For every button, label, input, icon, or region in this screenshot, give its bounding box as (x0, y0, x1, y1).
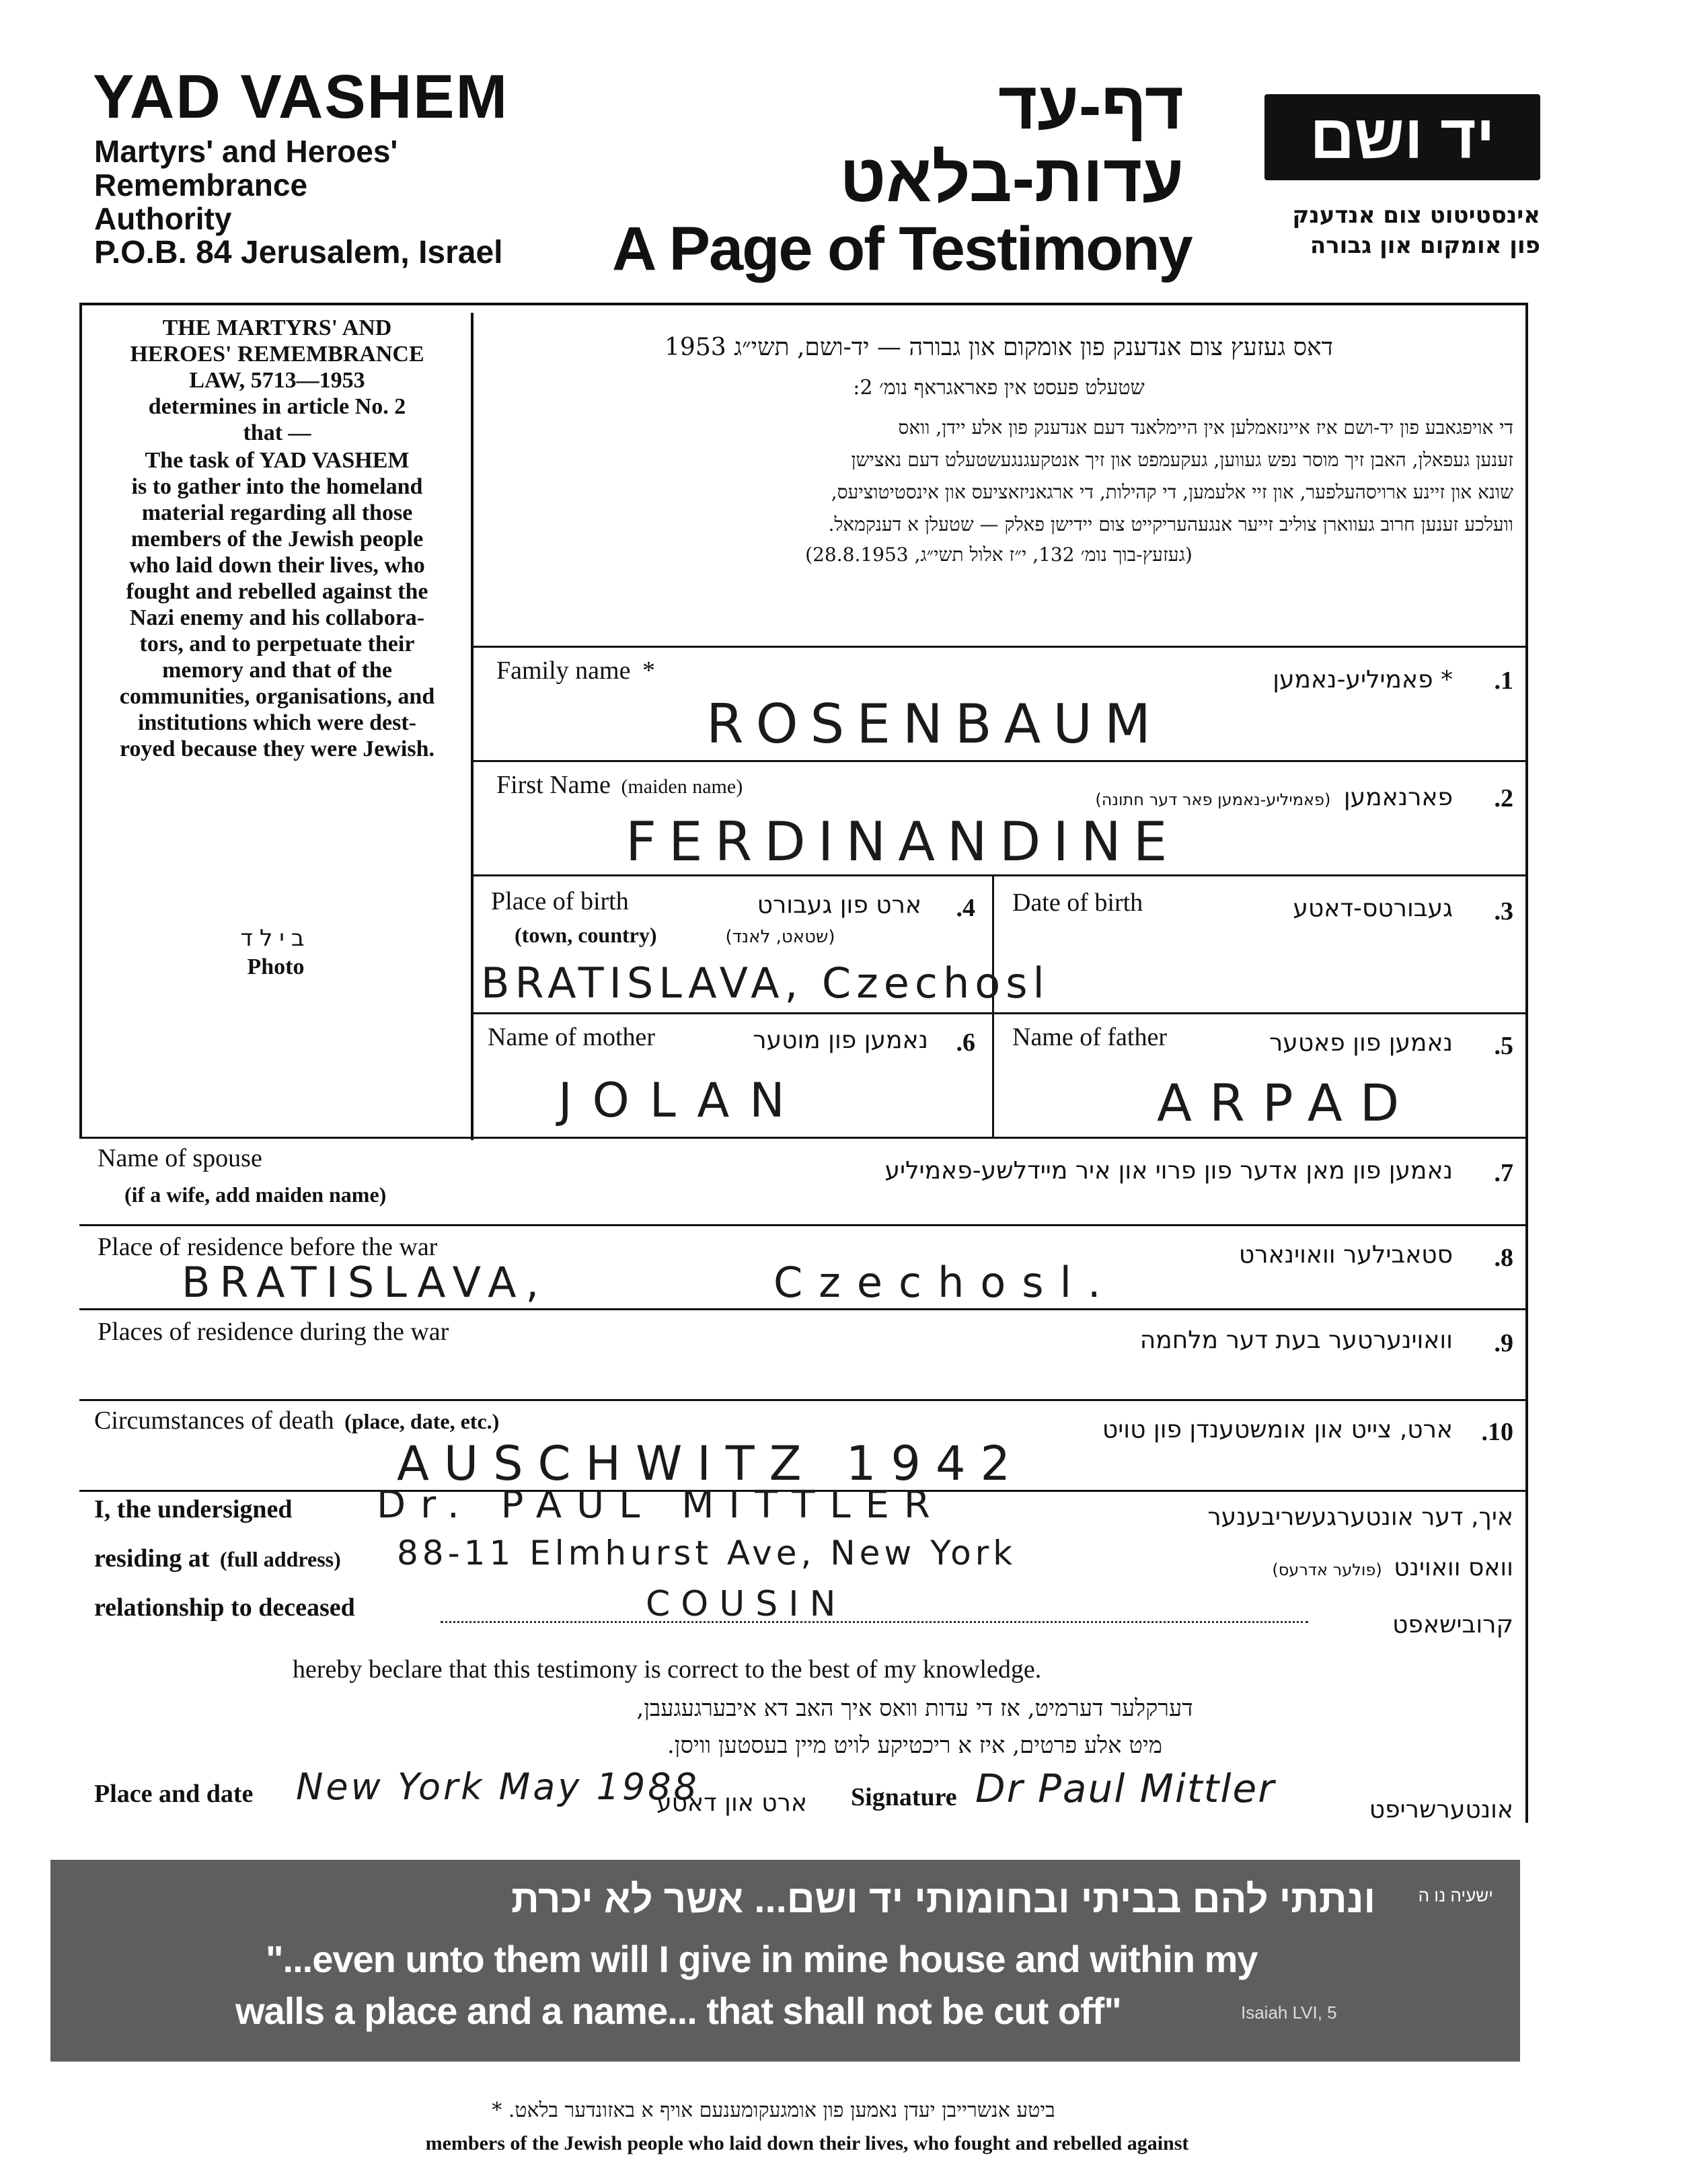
family-name-value: ROSENBAUM (706, 693, 1163, 755)
law-body-line: The task of YAD VASHEM (145, 448, 410, 473)
org-line-3: Authority (94, 201, 232, 236)
law-yiddish-cite: (געזעץ-בוך נומ׳ 132, י״ז אלול תשי״ג, 28.8.1953) (805, 543, 1193, 566)
law-body-line: material regarding all those (141, 500, 413, 525)
death-circumstances-label-text: Circumstances of death (94, 1406, 334, 1435)
residing-yiddish-text: וואס וואוינט (1394, 1554, 1513, 1581)
logo-caption-1: אינסטיטוט צום אנדענק (1292, 202, 1540, 229)
field-number-8: .8 (1494, 1244, 1513, 1272)
signature-label: Signature (851, 1783, 957, 1811)
law-box (86, 315, 468, 762)
residing-value: 88-11 Elmhurst Ave, New York (397, 1534, 1017, 1573)
law-body-line: is to gather into the homeland (131, 474, 423, 499)
field-number-9: .9 (1494, 1329, 1513, 1357)
law-body-line: who laid down their lives, who (129, 553, 425, 578)
law-body-line: institutions which were dest- (138, 710, 416, 735)
death-circumstances-value: AUSCHWITZ 1942 (397, 1436, 1026, 1491)
field-number-2: .2 (1494, 784, 1513, 813)
place-of-birth-label: Place of birth (491, 887, 629, 915)
logo-text: יד ושם (1310, 103, 1495, 172)
residence-during-yiddish: וואוינערטער בעת דער מלחמה (1139, 1326, 1453, 1354)
law-body-line: memory and that of the (162, 658, 392, 683)
death-circumstances-sub: (place, date, etc.) (344, 1409, 500, 1433)
yad-vashem-logo (1264, 94, 1540, 180)
photo-yiddish: בילד (240, 925, 311, 952)
banner-hebrew-cite: ישעיה נו ה (1418, 1885, 1493, 1906)
undersigned-yiddish: איך, דער אונטערגעשריבענער (1207, 1503, 1513, 1531)
residing-sub: (full address) (219, 1547, 341, 1571)
law-title-4: determines in article No. 2 (148, 394, 406, 419)
family-name-label (496, 656, 655, 685)
main-title: A Page of Testimony (612, 215, 1192, 283)
banner-line-1: "...even unto them will I give in mine house and within my (266, 1938, 1258, 1980)
first-name-yiddish (901, 784, 1453, 811)
family-name-mark: * (642, 656, 655, 685)
place-date-label: Place and date (94, 1780, 254, 1808)
law-yiddish-line: די אויפגאבע פון יד-ושם איז איינזאמלען אין היימלאנד דעם אנדענק פון אלע יידן, וואס (898, 416, 1513, 439)
relationship-value: COUSIN (646, 1584, 847, 1624)
law-body-line: fought and rebelled against the (126, 579, 428, 604)
place-of-birth-value: BRATISLAVA, Czechosl (481, 958, 1050, 1008)
place-of-birth-sub: (town, country) (515, 923, 657, 947)
undersigned-label: I, the undersigned (94, 1495, 293, 1523)
relationship-label: relationship to deceased (94, 1593, 355, 1622)
undersigned-value: Dr. PAUL MITTLER (377, 1483, 945, 1527)
law-title-2: HEROES' REMEMBRANCE (130, 342, 424, 367)
relationship-yiddish: קרובישאפט (1392, 1611, 1513, 1639)
mother-name-label: Name of mother (488, 1023, 656, 1051)
relationship-dotted-line (441, 1621, 1308, 1623)
death-circumstances-yiddish: ארט, צייט און אומשטענדן פון טויט (1102, 1416, 1453, 1443)
residing-label (94, 1544, 341, 1573)
residing-label-text: residing at (94, 1544, 210, 1573)
law-yiddish-sub: שטעלט פעסט אין פאראגראף נומ׳ 2: (853, 376, 1145, 400)
field-number-5: .5 (1494, 1032, 1513, 1060)
field-number-3: .3 (1494, 897, 1513, 926)
family-name-yiddish: * פאמיליע-נאמען (1273, 666, 1453, 693)
field-number-10: .10 (1481, 1418, 1513, 1446)
law-body (86, 447, 468, 762)
first-name-yiddish-text: פארנאמען (1343, 784, 1453, 811)
father-name-yiddish: נאמען פון פאטער (1269, 1029, 1453, 1057)
field-number-7: .7 (1494, 1159, 1513, 1187)
first-name-sub: (maiden name) (621, 776, 743, 798)
law-yiddish-line: זענען געפאלן, האבן זיך מוסר נפש געווען, געקעמפט און זיך אנטקעגנגעשטעלט דעם נאצישן (851, 449, 1513, 471)
law-body-line: tors, and to perpetuate their (139, 632, 415, 656)
yiddish-title-2: עדות-בלאט (839, 141, 1184, 216)
residence-during-label: Places of residence during the war (98, 1318, 449, 1346)
residing-yiddish (1143, 1554, 1513, 1581)
law-title-3: LAW, 5713—1953 (189, 368, 365, 393)
law-title-1: THE MARTYRS' AND (162, 315, 392, 340)
banner-line-2: walls a place and a name... that shall not be cut off" (235, 1990, 1121, 2032)
org-line-1: Martyrs' and Heroes' (94, 134, 398, 169)
residence-before-value-country: Czechosl. (773, 1258, 1117, 1307)
father-name-label: Name of father (1012, 1023, 1167, 1051)
residence-before-yiddish: סטאבילער וואוינארט (1238, 1241, 1453, 1269)
org-address: P.O.B. 84 Jerusalem, Israel (94, 235, 503, 270)
banner-hebrew: ונתתי להם בביתי ובחומותי יד ושם... אשר לא יכרת (511, 1877, 1375, 1921)
first-name-yiddish-sub: (פאמיליע-נאמען פאר דער חתונה) (1095, 790, 1331, 809)
place-of-birth-yiddish: ארט פון געבורט (757, 891, 921, 919)
residing-yiddish-sub: (פולער אדרעס) (1272, 1560, 1382, 1579)
signature-yiddish: אונטערשריפט (1369, 1796, 1513, 1823)
place-date-yiddish: ארט און דאטע (656, 1789, 807, 1817)
field-number-4: .4 (956, 894, 975, 922)
yiddish-title-1: דף-עד (997, 68, 1184, 143)
org-line-2: Remembrance (94, 167, 308, 202)
law-yiddish-line: שונא און זיינע ארויסהעלפער, און זיי אלעמען, די קהילות, די ארגאניזאציעס און אינסטיטוציעס, (831, 481, 1513, 503)
first-name-label-text: First Name (496, 771, 611, 799)
law-body-line: royed because they were Jewish. (119, 737, 435, 761)
father-name-value: ARPAD (1157, 1073, 1417, 1133)
declaration-yiddish-2: מיט אלע פרטים, איז א ריכטיקע לויט מיין בעסטען וויסן. (667, 1732, 1162, 1759)
date-of-birth-label: Date of birth (1012, 889, 1143, 917)
place-date-value: New York May 1988 (296, 1766, 700, 1808)
first-name-label (496, 770, 743, 800)
first-name-value: FERDINANDINE (626, 811, 1180, 873)
law-yiddish-line: וועלכע זענען חרוב געווארן צוליב זייער אנגעהעריקייט צום יידישן פאלק — שטעלן א דענקמאל. (828, 513, 1513, 535)
org-title: YAD VASHEM (93, 63, 509, 131)
law-body-line: members of the Jewish people (130, 527, 424, 552)
footer-yiddish: ביטע אנשרייבן יעדן נאמען פון אומגעקומענעם אויף א באזונדער בלאט. * (492, 2099, 1055, 2122)
field-number-6: .6 (956, 1028, 975, 1057)
death-circumstances-label (94, 1406, 499, 1435)
residence-before-value-city: BRATISLAVA, (182, 1258, 549, 1307)
footer-english: members of the Jewish people who laid down their lives, who fought and rebelled against (425, 2132, 1189, 2154)
family-name-label-text: Family name (496, 656, 631, 685)
law-body-line: Nazi enemy and his collabora- (129, 605, 425, 630)
declaration-text: hereby beclare that this testimony is correct to the best of my knowledge. (293, 1655, 1042, 1684)
mother-name-yiddish: נאמען פון מוטער (753, 1026, 928, 1054)
spouse-sub: (if a wife, add maiden name) (124, 1182, 387, 1207)
field-number-1: .1 (1494, 667, 1513, 695)
banner-cite: Isaiah LVI, 5 (1241, 2002, 1337, 2023)
photo-label: Photo (247, 954, 305, 979)
law-yiddish-block (484, 333, 1513, 566)
place-of-birth-yiddish-sub: (שטאט, לאנד) (725, 927, 835, 947)
spouse-label: Name of spouse (98, 1144, 262, 1172)
date-of-birth-yiddish: געבורטס-דאטע (1293, 895, 1453, 922)
law-yiddish-heading: דאס געזעץ צום אנדענק פון אומקום און גבורה — יד-ושם, תשי״ג 1953 (665, 334, 1333, 361)
quote-banner (50, 1860, 1520, 2062)
photo-area (202, 925, 350, 980)
declaration-yiddish-1: דערקלער דערמיט, אז די עדות וואס איך האב דא איבערגעגעבן, (636, 1695, 1193, 1722)
mother-name-value: JOLAN (558, 1073, 805, 1128)
logo-caption-2: פון אומקום און גבורה (1310, 232, 1540, 259)
law-body-line: communities, organisations, and (119, 684, 435, 709)
spouse-yiddish: נאמען פון מאן אדער פון פרוי און איר מיידלשע-פאמיליע (884, 1157, 1453, 1184)
law-title-5: that — (243, 420, 311, 445)
residence-before-label: Place of residence before the war (98, 1233, 438, 1261)
signature-value: Dr Paul Mittler (975, 1766, 1276, 1811)
